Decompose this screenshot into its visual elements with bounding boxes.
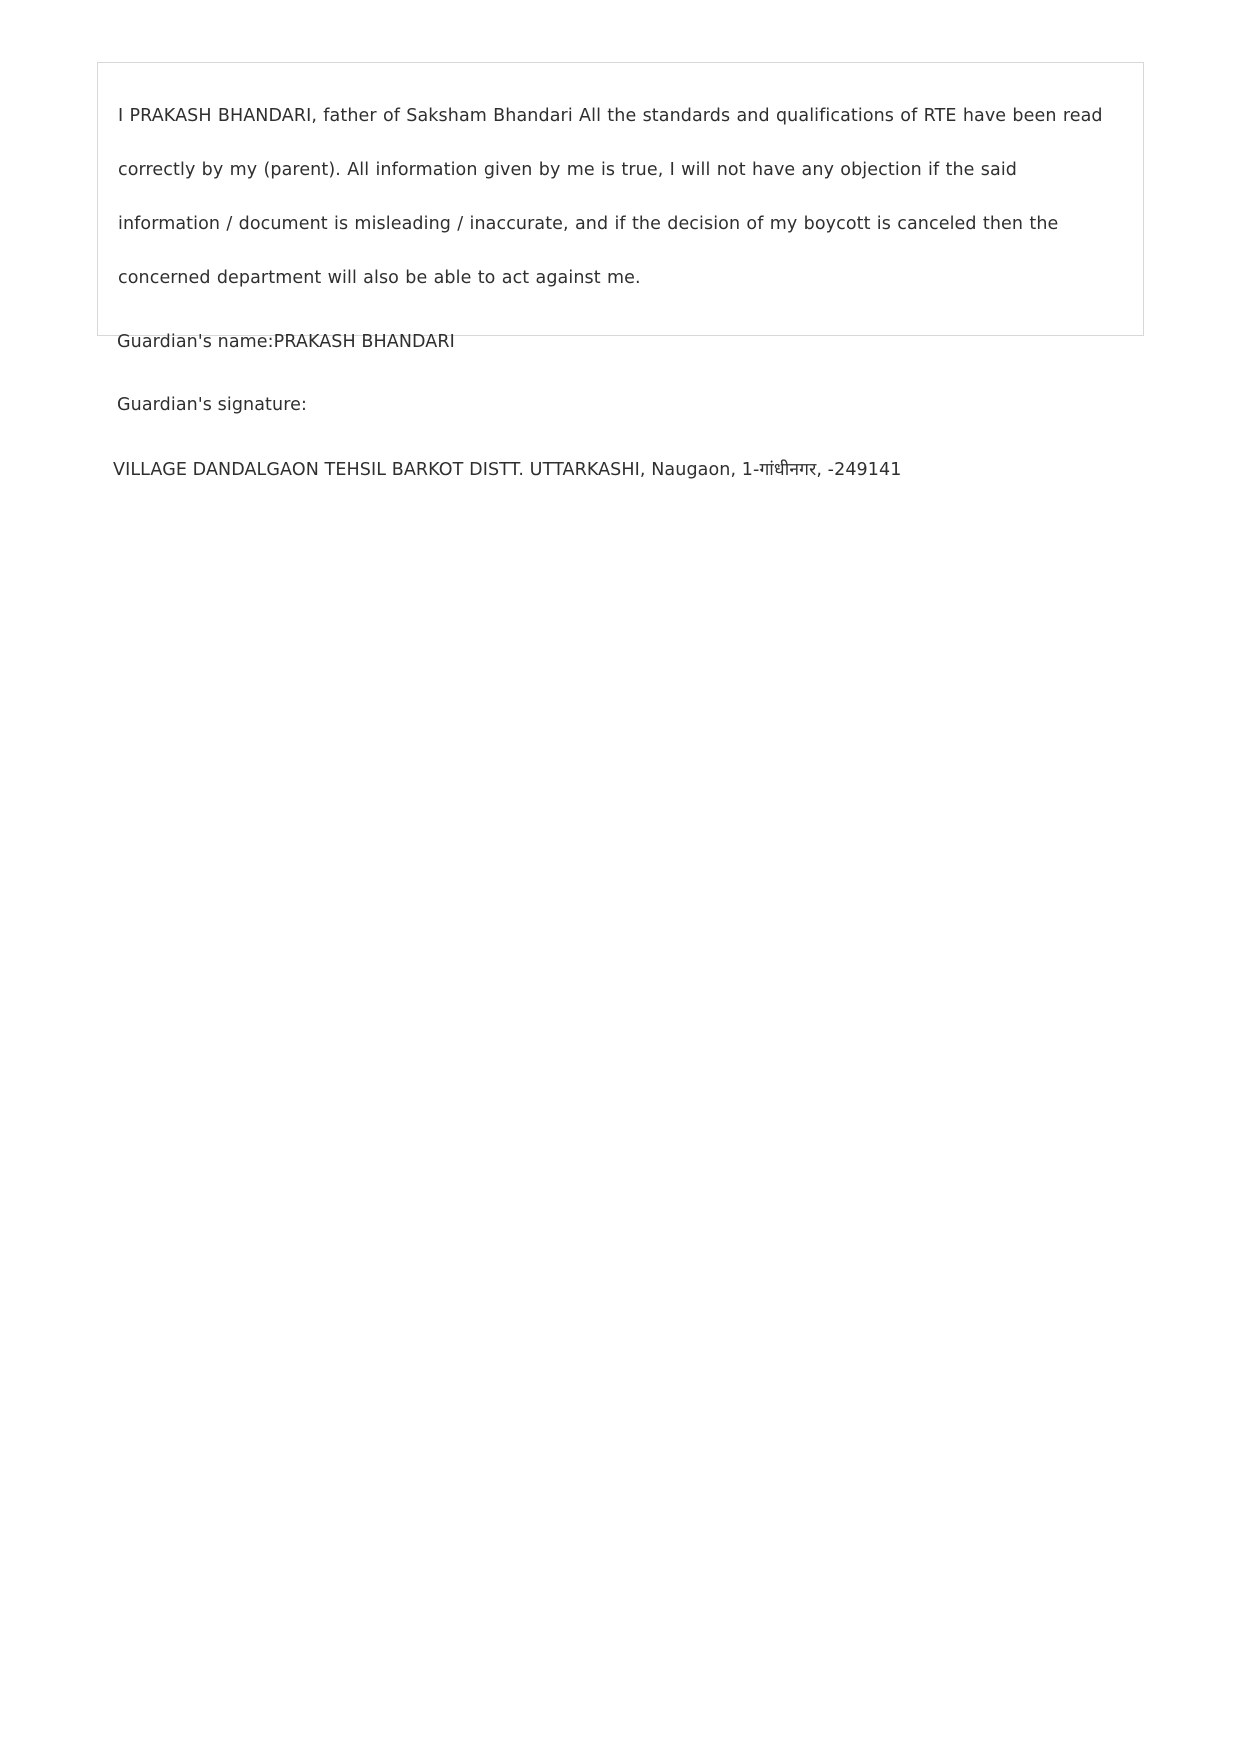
- declaration-text: I PRAKASH BHANDARI, father of Saksham Bhandari All the standards and qualifications of RTE have been read correctly by my (parent). All information given by me is true, I will not have any objection if the said information / document is misleading / inaccurate, and if the decision of my boycott is canceled then the concerned department will also be able to act against me.: [118, 106, 1103, 288]
- guardian-address-line: VILLAGE DANDALGAON TEHSIL BARKOT DISTT. UTTARKASHI, Naugaon, 1-गांधीनगर, -249141: [113, 460, 902, 480]
- declaration-box: [97, 62, 1144, 336]
- guardian-details-section: [113, 330, 1137, 482]
- guardian-name-line: Guardian's name:PRAKASH BHANDARI: [117, 332, 455, 352]
- guardian-signature-line: Guardian's signature:: [117, 395, 307, 415]
